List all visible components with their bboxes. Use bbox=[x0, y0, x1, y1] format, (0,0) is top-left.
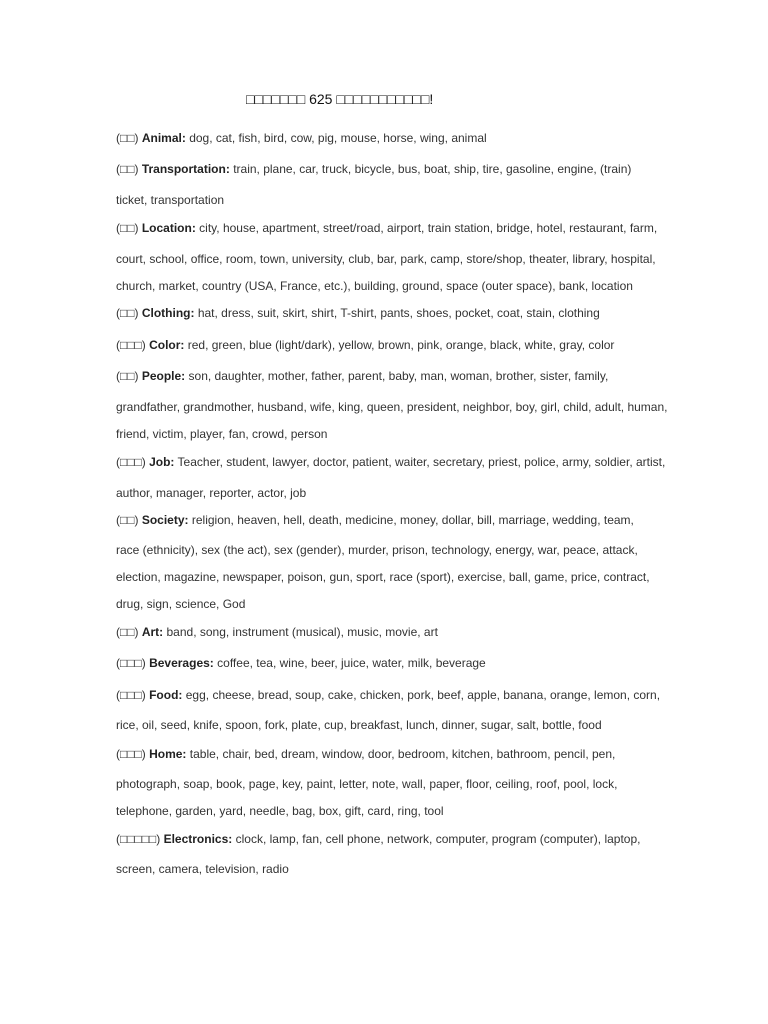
section-transportation-heading: Transportation: bbox=[141, 162, 230, 176]
section-electronics-line-2: screen, camera, television, radio bbox=[116, 862, 289, 876]
section-beverages-prefix: (□□□) bbox=[116, 656, 150, 670]
section-food-line-1 bbox=[116, 687, 660, 703]
section-job-heading: Job: bbox=[149, 455, 175, 469]
section-color-heading: Color: bbox=[149, 338, 185, 352]
section-home-line-2: photograph, soap, book, page, key, paint, letter, note, wall, paper, floor, ceiling, roof, pool, lock, bbox=[116, 777, 618, 791]
section-location-text: city, house, apartment, street/road, airport, train station, bridge, hotel, restaurant, farm, bbox=[199, 221, 658, 235]
section-society-prefix: (□□) bbox=[116, 513, 142, 527]
section-home-heading: Home: bbox=[149, 747, 187, 761]
section-society-text: religion, heaven, hell, death, medicine, money, dollar, bill, marriage, wedding, team, bbox=[191, 513, 634, 527]
section-transportation-text: train, plane, car, truck, bicycle, bus, boat, ship, tire, gasoline, engine, (train) bbox=[233, 162, 632, 176]
section-art-prefix: (□□) bbox=[116, 625, 142, 639]
section-location-line-3: church, market, country (USA, France, etc.), building, ground, space (outer space), bank, location bbox=[116, 279, 633, 293]
section-electronics-line-1 bbox=[116, 831, 640, 847]
section-transportation-line-2: ticket, transportation bbox=[116, 193, 225, 207]
section-job-line-2: author, manager, reporter, actor, job bbox=[116, 486, 307, 500]
section-food-prefix: (□□□) bbox=[116, 688, 150, 702]
section-society-line-3: election, magazine, newspaper, poison, gun, sport, race (sport), exercise, ball, game, price, contract, bbox=[116, 570, 650, 584]
section-art-line-1 bbox=[116, 624, 438, 640]
section-animal-prefix: (□□) bbox=[116, 131, 142, 145]
section-society-line-1 bbox=[116, 512, 634, 528]
section-art-text: band, song, instrument (musical), music, movie, art bbox=[166, 625, 438, 639]
section-people-line-1 bbox=[116, 368, 608, 384]
section-clothing-prefix: (□□) bbox=[116, 306, 142, 320]
section-transportation-line-1 bbox=[116, 161, 631, 177]
section-color-prefix: (□□□) bbox=[116, 338, 150, 352]
section-color-text: red, green, blue (light/dark), yellow, brown, pink, orange, black, white, gray, color bbox=[187, 338, 615, 352]
section-clothing-text: hat, dress, suit, skirt, shirt, T-shirt, pants, shoes, pocket, coat, stain, clothing bbox=[197, 306, 600, 320]
section-electronics-text: clock, lamp, fan, cell phone, network, computer, program (computer), laptop, bbox=[235, 832, 641, 846]
section-people-text: son, daughter, mother, father, parent, baby, man, woman, brother, sister, family, bbox=[188, 369, 609, 383]
section-animal-heading: Animal: bbox=[141, 131, 186, 145]
section-location-line-1 bbox=[116, 220, 657, 236]
section-beverages-text: coffee, tea, wine, beer, juice, water, milk, beverage bbox=[217, 656, 486, 670]
section-people-line-2: grandfather, grandmother, husband, wife, king, queen, president, neighbor, boy, girl, child, adult, human, bbox=[116, 400, 668, 414]
document-title: □□□□□□□ 625 □□□□□□□□□□□! bbox=[246, 91, 434, 107]
section-people-prefix: (□□) bbox=[116, 369, 142, 383]
section-food-line-2: rice, oil, seed, knife, spoon, fork, plate, cup, breakfast, lunch, dinner, sugar, salt, bottle, food bbox=[116, 718, 602, 732]
section-animal-line-1 bbox=[116, 130, 487, 146]
section-clothing-heading: Clothing: bbox=[141, 306, 195, 320]
section-location-prefix: (□□) bbox=[116, 221, 142, 235]
section-location-heading: Location: bbox=[141, 221, 196, 235]
section-food-heading: Food: bbox=[149, 688, 183, 702]
section-people-line-3: friend, victim, player, fan, crowd, person bbox=[116, 427, 328, 441]
section-transportation-prefix: (□□) bbox=[116, 162, 142, 176]
section-food-text: egg, cheese, bread, soup, cake, chicken, pork, beef, apple, banana, orange, lemon, corn, bbox=[185, 688, 661, 702]
section-society-heading: Society: bbox=[141, 513, 189, 527]
section-home-line-1 bbox=[116, 746, 615, 762]
section-art-heading: Art: bbox=[141, 625, 164, 639]
section-beverages-line-1 bbox=[116, 655, 486, 671]
section-people-heading: People: bbox=[141, 369, 186, 383]
section-color-line-1 bbox=[116, 337, 614, 353]
section-home-text: table, chair, bed, dream, window, door, bedroom, kitchen, bathroom, pencil, pen, bbox=[189, 747, 616, 761]
section-clothing-line-1 bbox=[116, 305, 600, 321]
section-electronics-heading: Electronics: bbox=[163, 832, 233, 846]
section-job-prefix: (□□□) bbox=[116, 455, 150, 469]
section-home-line-3: telephone, garden, yard, needle, bag, box, gift, card, ring, tool bbox=[116, 804, 444, 818]
section-society-line-4: drug, sign, science, God bbox=[116, 597, 246, 611]
section-electronics-prefix: (□□□□□) bbox=[116, 832, 164, 846]
section-animal-text: dog, cat, fish, bird, cow, pig, mouse, horse, wing, animal bbox=[189, 131, 487, 145]
section-beverages-heading: Beverages: bbox=[149, 656, 214, 670]
section-location-line-2: court, school, office, room, town, university, club, bar, park, camp, store/shop, theater, library, hospital, bbox=[116, 252, 656, 266]
section-society-line-2: race (ethnicity), sex (the act), sex (gender), murder, prison, technology, energy, war, peace, attack, bbox=[116, 543, 638, 557]
section-job-line-1 bbox=[116, 454, 665, 470]
section-home-prefix: (□□□) bbox=[116, 747, 150, 761]
section-job-text: Teacher, student, lawyer, doctor, patient, waiter, secretary, priest, police, army, soldier, artist, bbox=[177, 455, 666, 469]
